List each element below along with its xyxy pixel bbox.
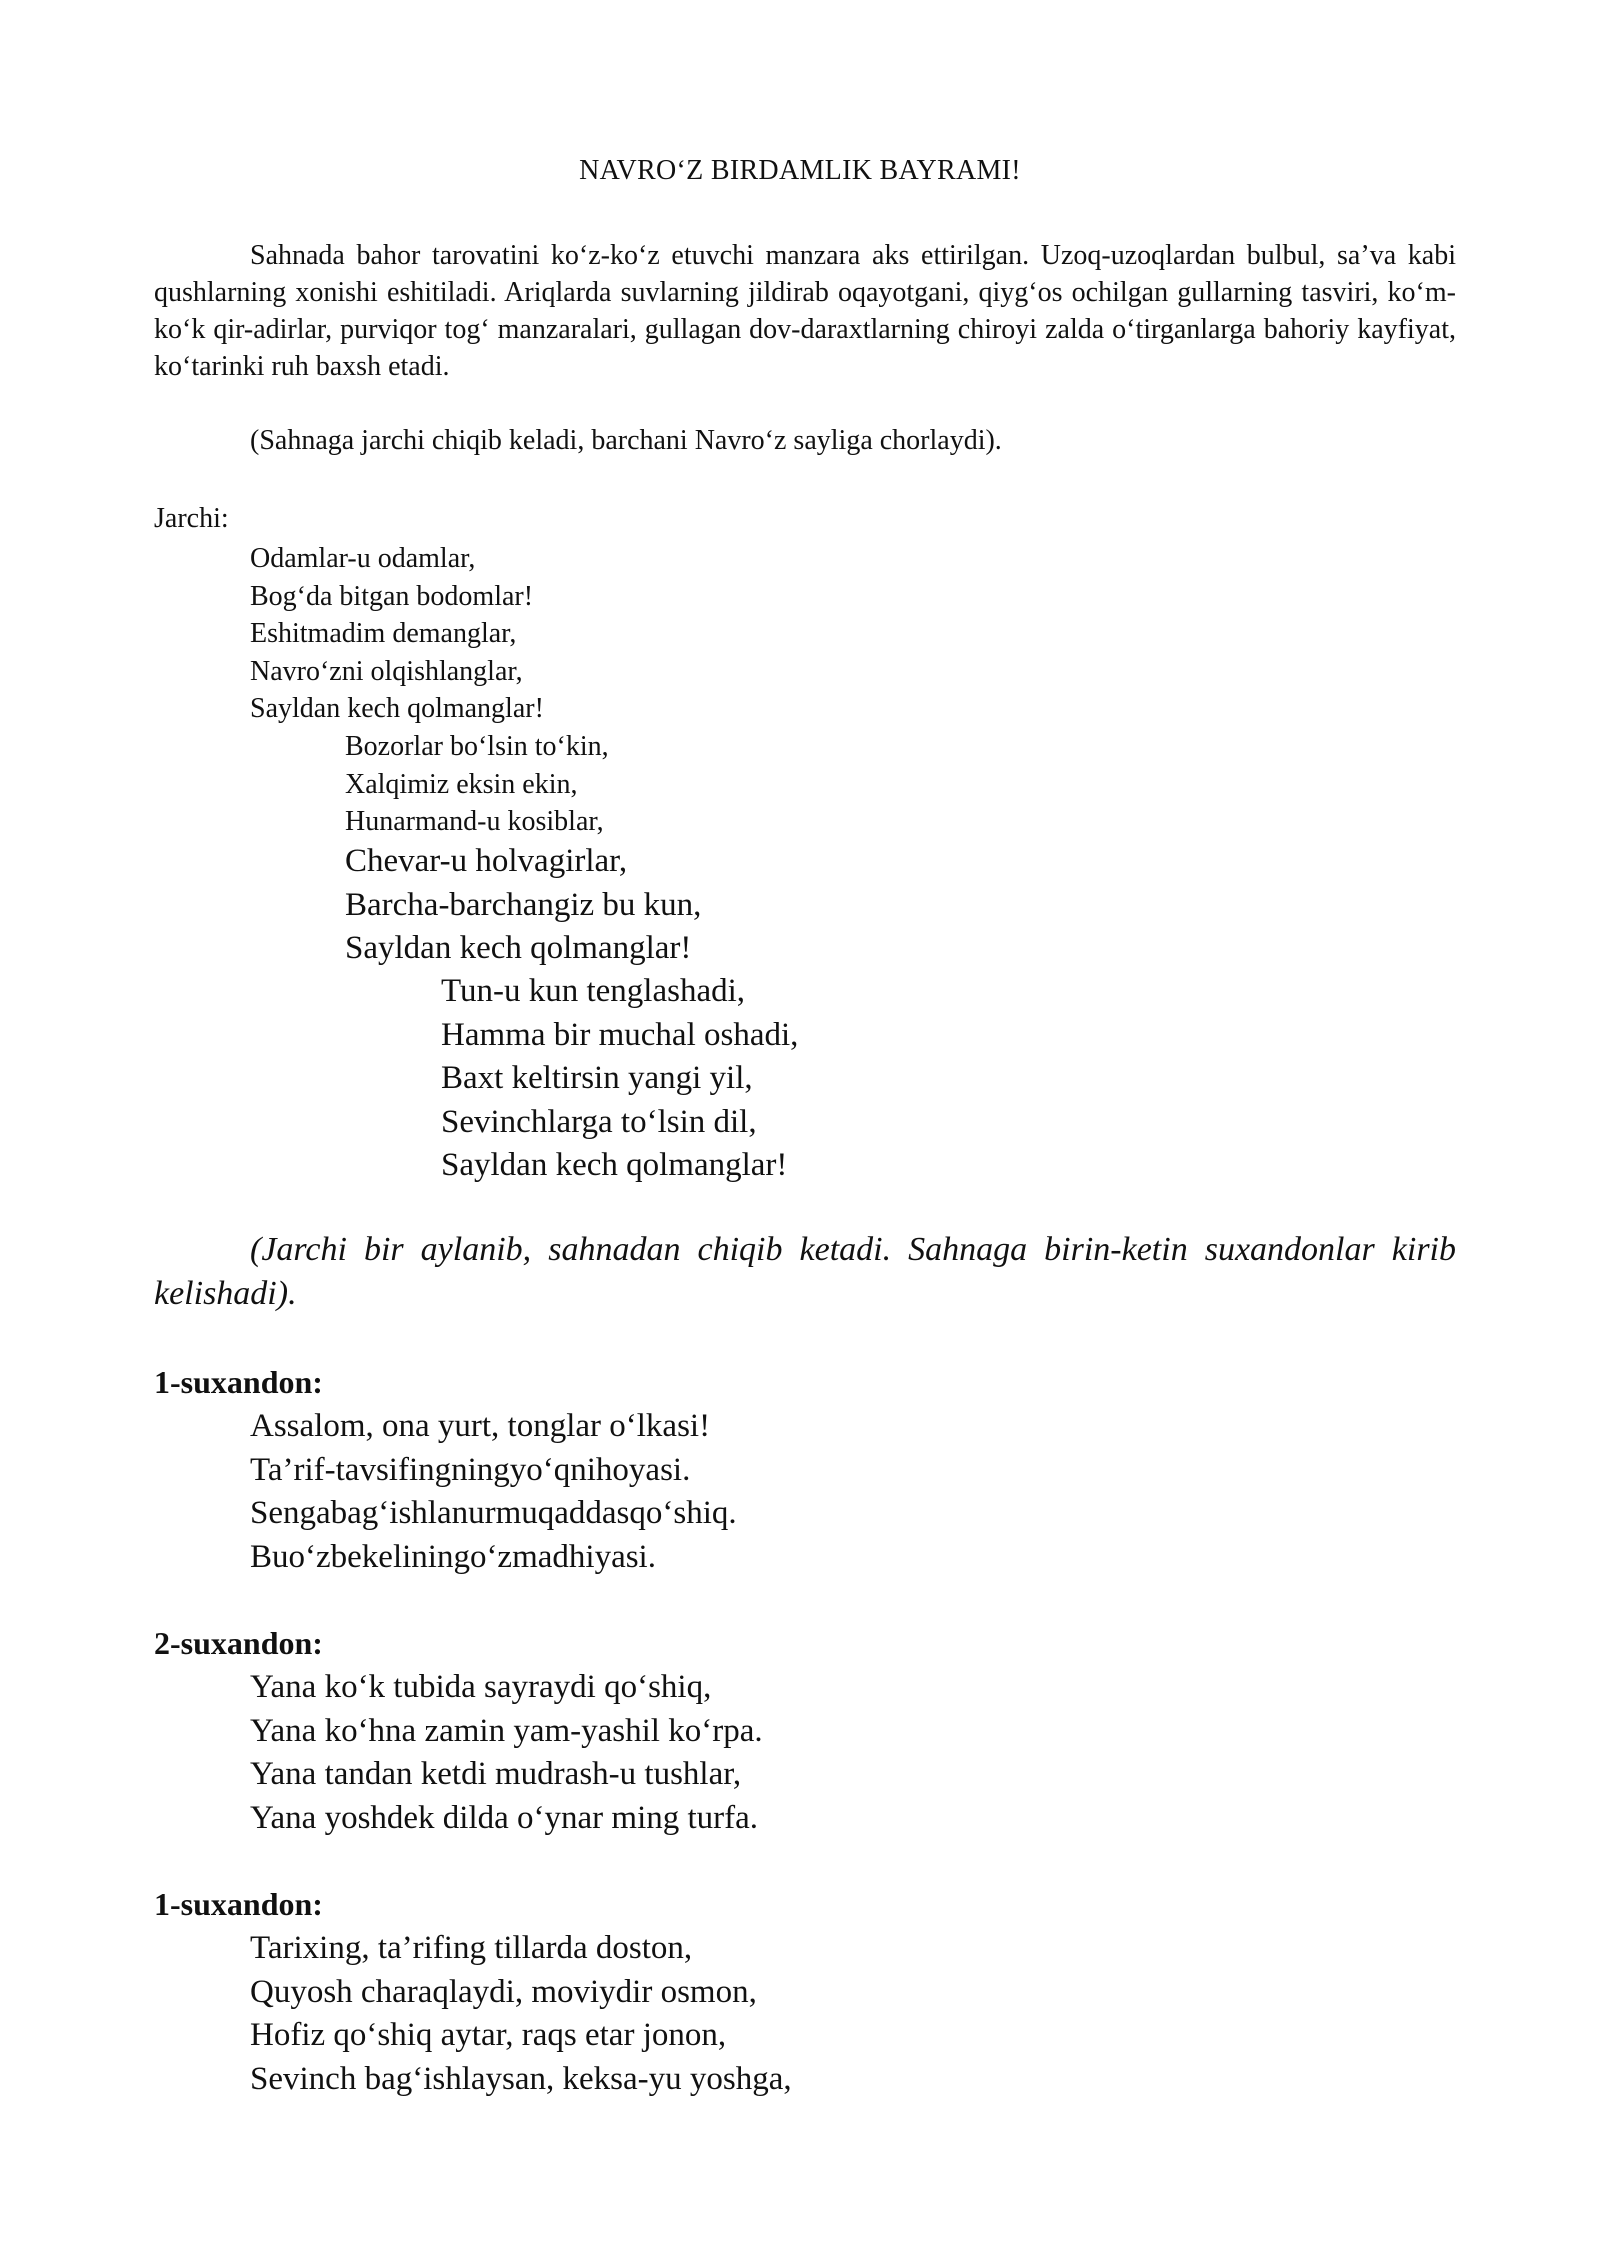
verse-jarchi-stanza-4: [441, 970, 798, 1188]
verse-line: Tun-u kun tenglashadi,: [441, 973, 746, 1009]
verse-line: Sayldan kech qolmanglar!: [441, 1147, 788, 1183]
verse-line: Sayldan kech qolmanglar!: [345, 930, 692, 966]
verse-line: Hamma bir muchal oshadi,: [441, 1016, 799, 1053]
verse-line: Tarixing, ta’rifing tillarda doston,: [250, 1930, 693, 1966]
speaker-suxandon-1-second: 1-suxandon:: [154, 1886, 323, 1922]
verse-jarchi-stanza-2: [345, 728, 609, 841]
verse-line: Chevar-u holvagirlar,: [345, 843, 628, 879]
verse-line: Sevinch bag‘ishlaysan, keksa-yu yoshga,: [250, 2060, 792, 2097]
verse-line: Quyosh charaqlaydi, moviydir osmon,: [250, 1973, 757, 2010]
verse-line: Bog‘da bitgan bodomlar!: [250, 580, 534, 612]
verse-line: Ta’rif-tavsifingningyo‘qnihoyasi.: [250, 1451, 691, 1488]
verse-line: Sengabag‘ishlanurmuqaddasqo‘shiq.: [250, 1495, 737, 1531]
verse-line: Sayldan kech qolmanglar!: [250, 693, 544, 724]
speaker-suxandon-2: 2-suxandon:: [154, 1625, 323, 1661]
intro-text: Sahnada bahor tarovatini ko‘z-ko‘z etuvchi manzara aks ettirilgan. Uzoq-uzoqlardan bulbul, sa’va kabi qushlarning xonishi eshitiladi. Ariqlarda suvlarning jildirab oqayotgani, qiyg‘os ochilgan gullarning tasviri, ko‘m-ko‘k qir-adirlar, purviqor tog‘ manzaralari, gullagan dov-daraxtlarning chiroyi zalda o‘tirganlarga bahoriy kayfiyat, ko‘tarinki ruh baxsh etadi.: [154, 240, 1456, 382]
verse-line: Odamlar-u odamlar,: [250, 543, 476, 574]
verse-line: Yana tandan ketdi mudrash-u tushlar,: [250, 1756, 742, 1792]
verse-line: Yana yoshdek dilda o‘ynar ming turfa.: [250, 1799, 759, 1836]
intro-paragraph: [154, 237, 1456, 385]
verse-jarchi-stanza-3: [345, 840, 701, 971]
verse-line: Sevinchlarga to‘lsin dil,: [441, 1103, 757, 1140]
verse-line: Navro‘zni olqishlanglar,: [250, 655, 523, 687]
verse-jarchi-stanza-1: [250, 540, 544, 728]
verse-line: Yana ko‘hna zamin yam-yashil ko‘rpa.: [250, 1712, 763, 1749]
stage-direction-2: [154, 1228, 1456, 1316]
verse-line: Buo‘zbekeliningo‘zmadhiyasi.: [250, 1538, 656, 1575]
speaker-jarchi: Jarchi:: [154, 503, 229, 534]
verse-line: Bozorlar bo‘lsin to‘kin,: [345, 731, 609, 762]
verse-line: Xalqimiz eksin ekin,: [345, 768, 578, 800]
verse-line: Yana ko‘k tubida sayraydi qo‘shiq,: [250, 1669, 712, 1705]
stage-direction-2-text: (Jarchi bir aylanib, sahnadan chiqib ketadi. Sahnaga birin-ketin suxandonlar kirib kelishadi).: [154, 1231, 1456, 1312]
verse-line: Baxt keltirsin yangi yil,: [441, 1060, 753, 1096]
speaker-suxandon-1: 1-suxandon:: [154, 1364, 323, 1400]
stage-direction-1: (Sahnaga jarchi chiqib keladi, barchani Navro‘z sayliga chorlaydi).: [250, 425, 1002, 456]
verse-line: Hunarmand-u kosiblar,: [345, 806, 604, 837]
verse-line: Assalom, ona yurt, tonglar o‘lkasi!: [250, 1408, 711, 1444]
verse-line: Barcha-barchangiz bu kun,: [345, 886, 702, 923]
verse-line: Eshitmadim demanglar,: [250, 618, 517, 649]
verse-line: Hofiz qo‘shiq aytar, raqs etar jonon,: [250, 2017, 727, 2053]
verse-suxandon-2: [250, 1666, 763, 1840]
verse-suxandon-1b: [250, 1927, 792, 2101]
verse-suxandon-1a: [250, 1405, 737, 1579]
document-title: NAVRO‘Z BIRDAMLIK BAYRAMI!: [579, 155, 1021, 186]
